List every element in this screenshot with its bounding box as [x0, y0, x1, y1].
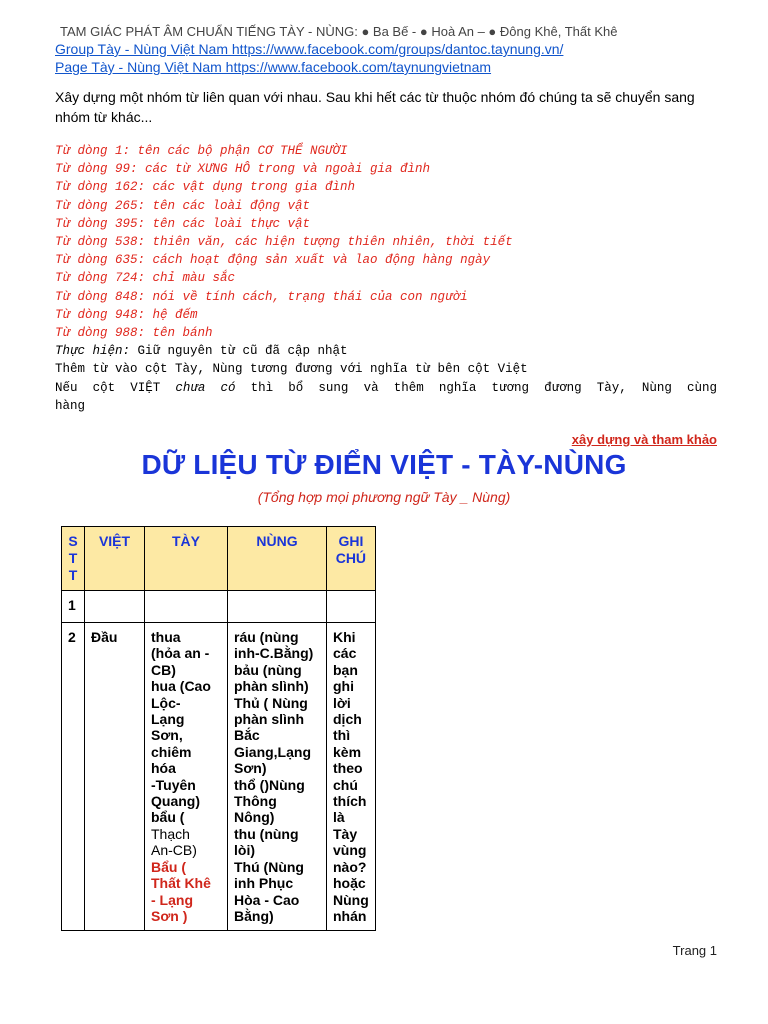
page-link[interactable]: Page Tày - Nùng Việt Nam https://www.facebook.com/taynungvietnam — [55, 59, 492, 75]
group-link[interactable]: Group Tày - Nùng Việt Nam https://www.facebook.com/groups/dantoc.taynung.vn/ — [55, 41, 564, 57]
plan-item: Từ dòng 99: các từ XƯNG HÔ trong và ngoài gia đình — [55, 162, 431, 177]
header-ghi-chu: GHI CHÚ — [327, 527, 376, 591]
document-subtitle: (Tổng hợp mọi phương ngữ Tày _ Nùng) — [257, 489, 511, 505]
plan-item: Từ dòng 1: tên các bộ phận CƠ THỂ NGƯỜI — [55, 144, 348, 158]
plan-note-last: hàng — [55, 398, 86, 413]
plan-item: Từ dòng 265: tên các loài động vật — [55, 198, 311, 213]
header-dialect-line: TAM GIÁC PHÁT ÂM CHUẨN TIẾNG TÀY - NÙNG: ● Ba Bế - ● Hoà An – ● Đông Khê, Thất Khê — [60, 24, 618, 39]
header-stt: S T T — [62, 527, 85, 591]
cell-viet: Đầu — [85, 623, 145, 931]
dictionary-table — [61, 526, 376, 931]
table-row — [62, 623, 376, 931]
cell-nung — [228, 591, 327, 623]
cell-nung: ráu (nùng inh-C.Bằng) bảu (nùng phàn slình) Thủ ( Nùng phàn slình Bắc Giang,Lạng Sơn) thổ ()Nùng Thông Nông) thu (nùng lòi) Thú (Nùng inh Phục Hòa - Cao Bằng) — [228, 623, 327, 931]
plan-item: Từ dòng 395: tên các loài thực vật — [55, 216, 311, 231]
cell-tay: thua (hỏa an - CB) hua (Cao Lộc- Lạng Sơn, chiêm hóa -Tuyên Quang) bẩu ( Thạch An-CB) Bẩu ( Thất Khê - Lạng Sơn ) — [145, 623, 228, 931]
plan-item: Từ dòng 724: chỉ màu sắc — [55, 271, 236, 286]
cell-ghi: Khi các bạn ghi lời dịch thì kèm theo chú thích là Tày vùng nào? hoặc Nùng nhán — [327, 623, 376, 931]
document-title: DỮ LIỆU TỪ ĐIỂN VIỆT - TÀY-NÙNG — [141, 449, 627, 480]
plan-item: Từ dòng 538: thiên văn, các hiện tượng thiên nhiên, thời tiết — [55, 235, 513, 250]
note-em: chưa có — [175, 380, 236, 395]
cell-stt: 2 — [62, 623, 85, 931]
cell-stt: 1 — [62, 591, 85, 623]
plan-note-line — [55, 379, 717, 397]
note-post: thì bổ sung và thêm nghĩa tương đương Tày, Nùng cùng — [235, 380, 717, 395]
plan-item: Từ dòng 162: các vật dụng trong gia đình — [55, 180, 356, 195]
credit-link[interactable]: xây dựng và tham khảo — [571, 432, 717, 447]
plan-add-line: Thêm từ vào cột Tày, Nùng tương đương với nghĩa từ bên cột Việt — [55, 362, 528, 377]
plan-exec-line — [55, 342, 717, 360]
plan-block — [55, 142, 717, 415]
plan-item: Từ dòng 948: hệ đếm — [55, 307, 198, 322]
cell-tay — [145, 591, 228, 623]
table-header-row — [62, 527, 376, 591]
note-pre: Nếu cột VIỆT — [55, 380, 176, 395]
plan-item: Từ dòng 848: nói về tính cách, trạng thái của con người — [55, 289, 468, 304]
cell-viet — [85, 591, 145, 623]
cell-ghi — [327, 591, 376, 623]
plan-item: Từ dòng 635: cách hoạt động sản xuất và lao động hàng ngày — [55, 253, 491, 268]
header-tay: TÀY — [145, 527, 228, 591]
page-number: Trang 1 — [672, 943, 717, 958]
table-row — [62, 591, 376, 623]
plan-item: Từ dòng 988: tên bánh — [55, 326, 213, 341]
header-nung: NÙNG — [228, 527, 327, 591]
exec-text: Giữ nguyên từ cũ đã cập nhật — [130, 344, 348, 359]
header-viet: VIỆT — [85, 527, 145, 591]
exec-label: Thực hiện: — [55, 344, 131, 359]
intro-paragraph: Xây dựng một nhóm từ liên quan với nhau. Sau khi hết các từ thuộc nhóm đó chúng ta sẽ chuyển sang nhóm từ khác... — [55, 89, 695, 125]
